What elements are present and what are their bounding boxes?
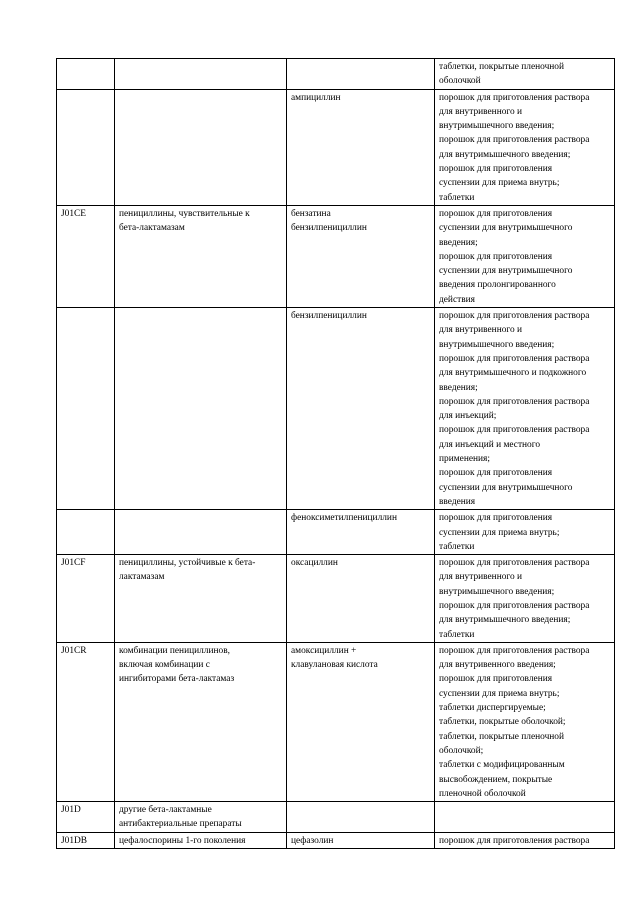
table-row — [57, 89, 615, 205]
pharmacological-group-cell — [115, 832, 287, 848]
dosage-forms-cell — [435, 308, 615, 510]
dosage-forms-line: внутримышечного введения; — [439, 339, 555, 350]
pharmacological-group-cell — [115, 308, 287, 510]
dosage-forms-line: для внутривенного и — [439, 572, 523, 583]
atc-code-cell — [57, 89, 115, 205]
dosage-forms-line: введения пролонгированного — [439, 280, 556, 291]
dosage-forms-line: порошок для приготовления раствора — [439, 353, 590, 364]
drug-name-cell — [287, 510, 435, 555]
dosage-forms-line: применения; — [439, 454, 490, 465]
dosage-forms-cell — [435, 642, 615, 801]
dosage-forms-line: порошок для приготовления — [439, 251, 553, 262]
pharmacological-group-cell — [115, 642, 287, 801]
pharmacological-group-line: пенициллины, устойчивые к бета- — [119, 558, 256, 569]
dosage-forms-line: суспензии для внутримышечного — [439, 223, 573, 234]
dosage-forms-cell — [435, 555, 615, 643]
dosage-forms-line: порошок для приготовления раствора — [439, 92, 590, 103]
atc-code-cell — [57, 555, 115, 643]
dosage-forms-line: порошок для приготовления раствора — [439, 135, 590, 146]
drug-name-line: ампициллин — [291, 92, 341, 103]
dosage-forms-line: для внутривенного и — [439, 106, 523, 117]
pharmacological-group-line: комбинации пенициллинов, — [119, 645, 230, 656]
medicines-table — [56, 58, 615, 849]
drug-name-line: амоксициллин + — [291, 645, 357, 656]
dosage-forms-line: таблетки — [439, 541, 475, 552]
drug-name-cell — [287, 832, 435, 848]
table-row — [57, 308, 615, 510]
dosage-forms-line: суспензии для приема внутрь; — [439, 527, 560, 538]
dosage-forms-cell — [435, 832, 615, 848]
drug-name-line: бензилпенициллин — [291, 223, 367, 234]
pharmacological-group-line: пенициллины, чувствительные к — [119, 208, 250, 219]
atc-code: J01DB — [61, 835, 88, 846]
atc-code-cell — [57, 642, 115, 801]
drug-name-cell — [287, 308, 435, 510]
dosage-forms-line: для инъекций; — [439, 411, 497, 422]
dosage-forms-line: порошок для приготовления раствора — [439, 396, 590, 407]
table-row — [57, 555, 615, 643]
dosage-forms-line: порошок для приготовления — [439, 513, 553, 524]
pharmacological-group-cell — [115, 802, 287, 833]
pharmacological-group-line: бета-лактамазам — [119, 223, 185, 234]
table-row — [57, 832, 615, 848]
atc-code-cell — [57, 308, 115, 510]
dosage-forms-line: действия — [439, 294, 475, 305]
dosage-forms-line: порошок для приготовления раствора — [439, 600, 590, 611]
dosage-forms-line: суспензии для приема внутрь; — [439, 178, 560, 189]
atc-code: J01CR — [61, 645, 87, 656]
drug-name-cell — [287, 642, 435, 801]
pharmacological-group-line: цефалоспорины 1-го поколения — [119, 835, 246, 846]
table-body — [57, 59, 615, 849]
drug-name-line: клавулановая кислота — [291, 660, 378, 671]
drug-name-cell — [287, 89, 435, 205]
atc-code: J01CE — [61, 208, 87, 219]
drug-name-cell — [287, 555, 435, 643]
dosage-forms-line: таблетки, покрытые пленочной — [439, 731, 565, 742]
pharmacological-group-cell — [115, 555, 287, 643]
dosage-forms-line: порошок для приготовления раствора — [439, 311, 590, 322]
dosage-forms-line: таблетки диспергируемые; — [439, 703, 546, 714]
dosage-forms-line: пленочной оболочкой — [439, 788, 526, 799]
atc-code-cell — [57, 510, 115, 555]
dosage-forms-line: таблетки с модифицированным — [439, 760, 565, 771]
dosage-forms-line: таблетки, покрытые пленочной — [439, 62, 565, 72]
dosage-forms-line: для внутривенного и — [439, 325, 523, 336]
dosage-forms-line: для внутримышечного и подкожного — [439, 368, 587, 379]
dosage-forms-line: порошок для приготовления раствора — [439, 425, 590, 436]
dosage-forms-line: внутримышечного введения; — [439, 121, 555, 132]
dosage-forms-cell — [435, 59, 615, 90]
table-row — [57, 510, 615, 555]
dosage-forms-line: высвобождением, покрытые — [439, 774, 553, 785]
drug-name-line: оксациллин — [291, 558, 338, 569]
drug-name-line: феноксиметилпенициллин — [291, 513, 397, 524]
dosage-forms-line: порошок для приготовления — [439, 468, 553, 479]
pharmacological-group-line: другие бета-лактамные — [119, 805, 212, 816]
dosage-forms-line: внутримышечного введения; — [439, 586, 555, 597]
drug-name-line: бензатина — [291, 208, 331, 219]
pharmacological-group-cell — [115, 510, 287, 555]
pharmacological-group-line: включая комбинации с — [119, 660, 210, 671]
drug-name-line: цефазолин — [291, 835, 334, 846]
pharmacological-group-line: антибактериальные препараты — [119, 819, 242, 830]
dosage-forms-cell — [435, 205, 615, 307]
dosage-forms-line: суспензии для внутримышечного — [439, 482, 573, 493]
dosage-forms-line: таблетки — [439, 192, 475, 203]
drug-name-cell — [287, 802, 435, 833]
dosage-forms-line: таблетки, покрытые оболочкой; — [439, 717, 566, 728]
pharmacological-group-cell — [115, 59, 287, 90]
atc-code-cell — [57, 59, 115, 90]
dosage-forms-line: порошок для приготовления раствора — [439, 645, 590, 656]
pharmacological-group-line: ингибиторами бета-лактамаз — [119, 674, 235, 685]
dosage-forms-line: введения — [439, 496, 476, 507]
drug-name-cell — [287, 205, 435, 307]
table-row — [57, 802, 615, 833]
dosage-forms-line: для внутримышечного введения; — [439, 615, 571, 626]
dosage-forms-cell — [435, 510, 615, 555]
dosage-forms-line: порошок для приготовления — [439, 674, 553, 685]
pharmacological-group-line: лактамазам — [119, 572, 165, 583]
table-row — [57, 59, 615, 90]
dosage-forms-cell — [435, 802, 615, 833]
atc-code: J01D — [61, 805, 81, 816]
pharmacological-group-cell — [115, 205, 287, 307]
dosage-forms-line: оболочкой; — [439, 745, 484, 756]
dosage-forms-line: для инъекций и местного — [439, 439, 541, 450]
atc-code: J01CF — [61, 558, 86, 569]
dosage-forms-cell — [435, 89, 615, 205]
atc-code-cell — [57, 802, 115, 833]
dosage-forms-line: для внутривенного введения; — [439, 660, 556, 671]
atc-code-cell — [57, 205, 115, 307]
dosage-forms-line: порошок для приготовления — [439, 208, 553, 219]
pharmacological-group-cell — [115, 89, 287, 205]
dosage-forms-line: таблетки — [439, 629, 475, 640]
dosage-forms-line: порошок для приготовления раствора — [439, 558, 590, 569]
table-row — [57, 205, 615, 307]
dosage-forms-line: для внутримышечного введения; — [439, 149, 571, 160]
dosage-forms-line: оболочкой — [439, 76, 481, 87]
dosage-forms-line: порошок для приготовления — [439, 164, 553, 175]
dosage-forms-line: введения; — [439, 237, 478, 248]
drug-name-cell — [287, 59, 435, 90]
dosage-forms-line: введения; — [439, 382, 478, 393]
table-row — [57, 642, 615, 801]
dosage-forms-line: порошок для приготовления раствора — [439, 835, 590, 846]
drug-name-line: бензилпенициллин — [291, 311, 367, 322]
dosage-forms-line: суспензии для внутримышечного — [439, 266, 573, 277]
dosage-forms-line: суспензии для приема внутрь; — [439, 688, 560, 699]
atc-code-cell — [57, 832, 115, 848]
